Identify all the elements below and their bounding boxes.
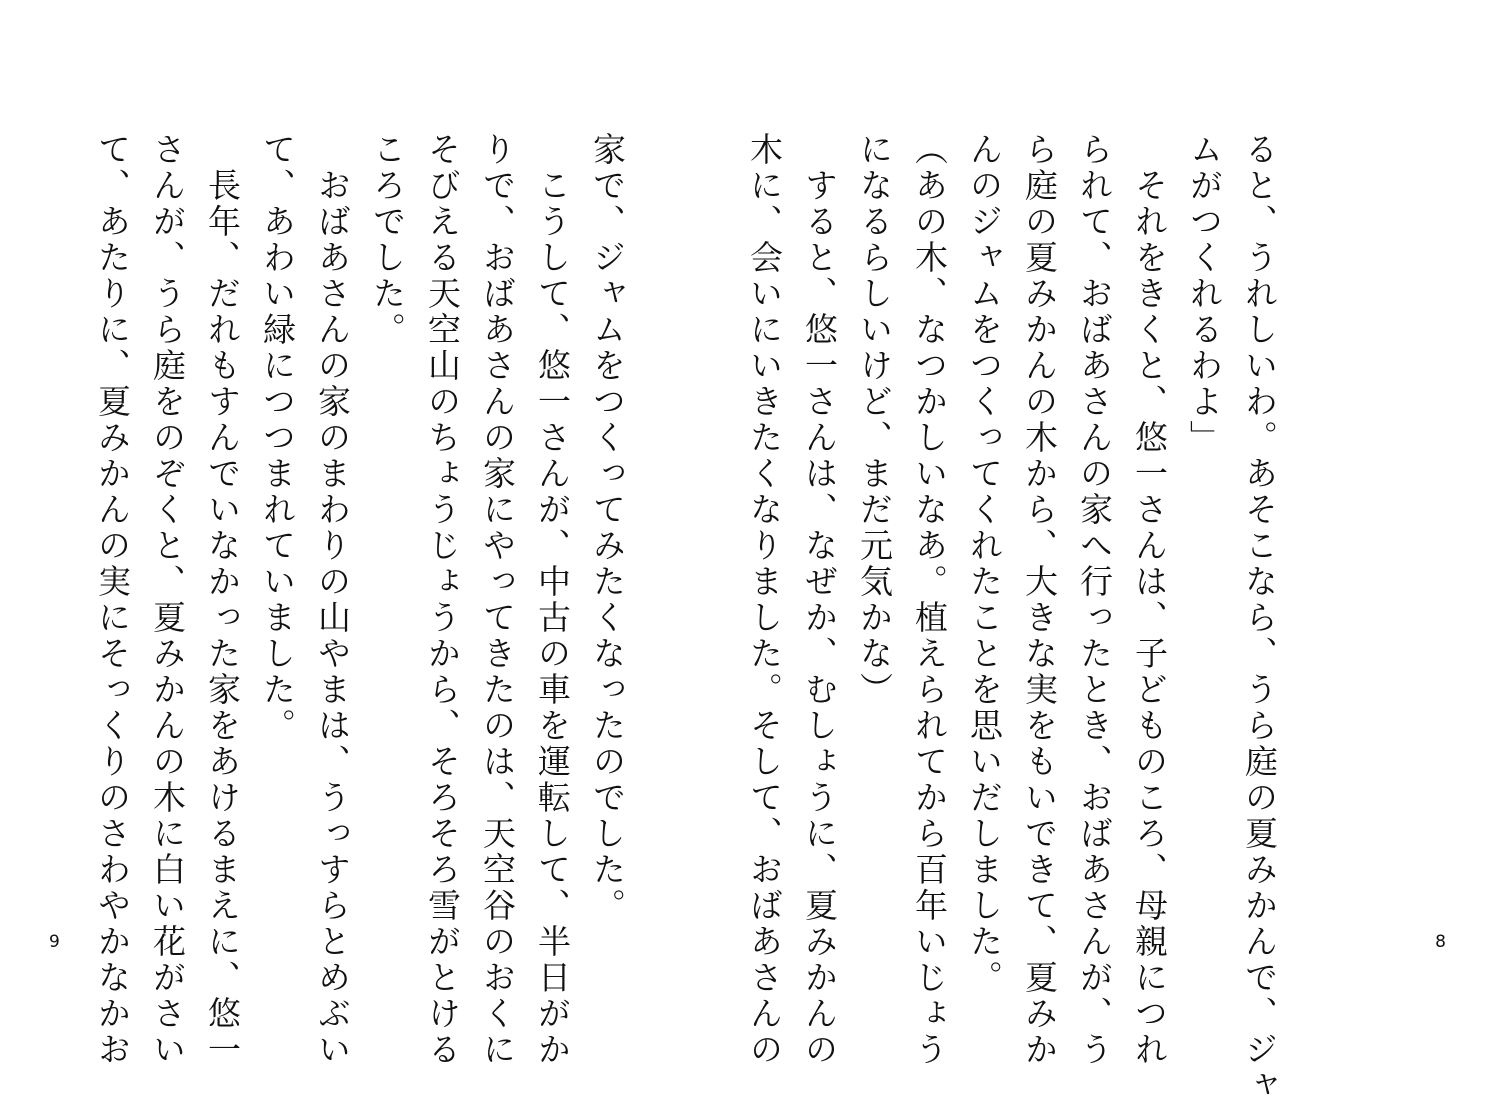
- text-line: それをきくと、悠一さんは、子どものころ、母親につれ: [1130, 132, 1169, 1068]
- text-line: ころでした。: [368, 132, 407, 348]
- text-line: りで、おばあさんの家にやってきたのは、天空谷のおくに: [478, 132, 517, 1068]
- text-line: そびえる天空山のちょうじょうから、そろそろ雪がとける: [423, 132, 462, 1068]
- text-line: ムがつくれるわよ」: [1185, 132, 1224, 456]
- page-number: 9: [49, 932, 60, 952]
- text-line: ら庭の夏みかんの木から、大きな実をもいできて、夏みか: [1020, 132, 1059, 1068]
- text-line: さんが、うら庭をのぞくと、夏みかんの木に白い花がさい: [148, 132, 187, 1068]
- text-line: すると、悠一さんは、なぜか、むしょうに、夏みかんの: [800, 132, 839, 1068]
- text-line: （あの木、なつかしいなあ。植えられてから百年いじょう: [910, 132, 949, 1068]
- right-page-text: [737, 132, 1287, 1104]
- text-line: になるらしいけど、まだ元気かな）: [855, 132, 894, 708]
- right-page: [745, 0, 1495, 1104]
- text-line: 家で、ジャムをつくってみたくなったのでした。: [588, 132, 627, 924]
- text-line: おばあさんの家のまわりの山やまは、うっすらとめぶい: [313, 132, 352, 1068]
- left-page: [0, 0, 747, 1068]
- text-line: て、あたりに、夏みかんの実にそっくりのさわやかなかお: [93, 132, 132, 1068]
- text-line: んのジャムをつくってくれたことを思いだしました。: [965, 132, 1004, 996]
- page-number: 8: [1435, 932, 1446, 952]
- text-line: ると、うれしいわ。あそこなら、うら庭の夏みかんで、ジャ: [1240, 132, 1279, 1104]
- text-line: られて、おばあさんの家へ行ったとき、おばあさんが、う: [1075, 132, 1114, 1068]
- text-line: 長年、だれもすんでいなかった家をあけるまえに、悠一: [203, 132, 242, 1068]
- text-line: こうして、悠一さんが、中古の車を運転して、半日がか: [533, 132, 572, 1068]
- text-line: 木に、会いにいきたくなりました。そして、おばあさんの: [745, 132, 784, 1068]
- left-page-text: [85, 132, 635, 1068]
- text-line: て、あわい緑につつまれていました。: [258, 132, 297, 744]
